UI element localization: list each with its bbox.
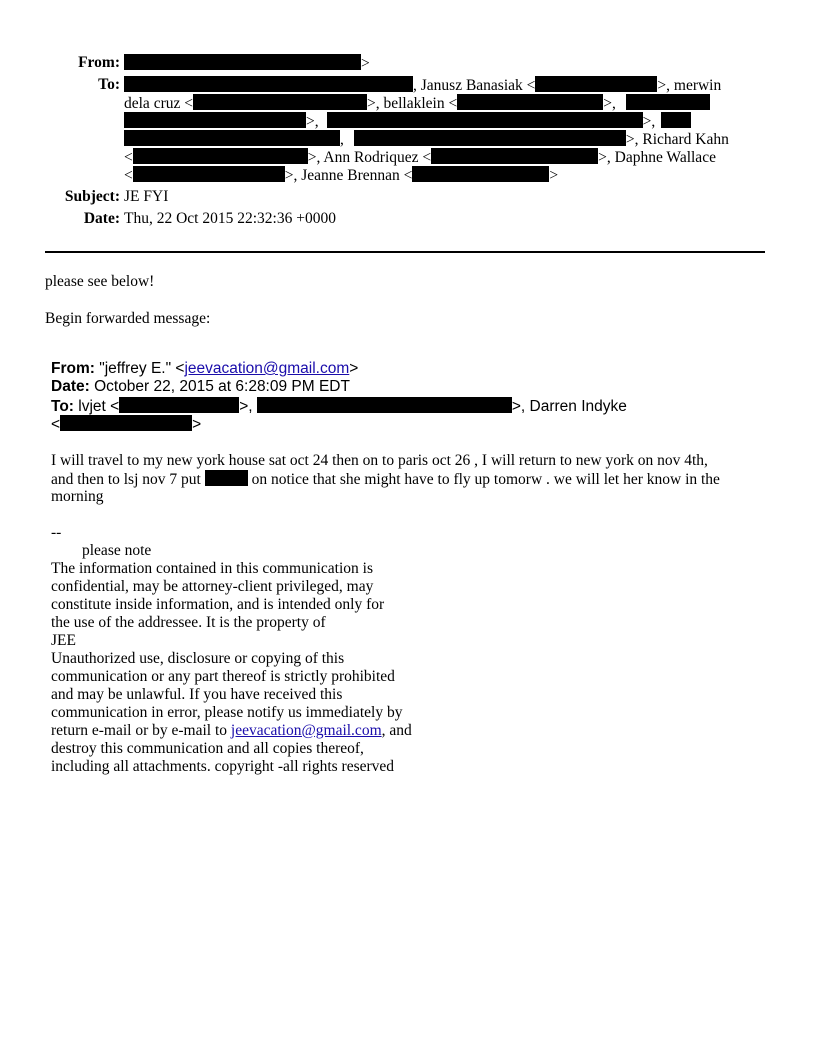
redaction-box (124, 130, 340, 146)
disclaimer-line: destroy this communication and all copies thereof, (51, 740, 364, 757)
redaction-box (535, 76, 657, 92)
disclaimer-line: and may be unlawful. If you have received this (51, 686, 343, 703)
disclaimer-line: Unauthorized use, disclosure or copying of this (51, 650, 345, 667)
header-divider (45, 251, 765, 253)
fwd-date-value: October 22, 2015 at 6:28:09 PM EDT (94, 378, 350, 395)
disclaimer-line: confidential, may be attorney-client privileged, may (51, 578, 374, 595)
redaction-box (327, 112, 643, 128)
redaction-box (124, 76, 413, 92)
forwarded-intro: Begin forwarded message: (45, 310, 211, 327)
to-line-2: dela cruz < >, bellaklein < >, (124, 94, 710, 113)
disclaimer-line: JEE (51, 632, 76, 649)
redaction-box (119, 397, 239, 413)
redaction-box (412, 166, 549, 182)
to-line-5: < >, Ann Rodriquez < >, Daphne Wallace (124, 149, 716, 166)
disclaimer-line: communication in error, please notify us immediately by (51, 704, 403, 721)
date-label: Date: (83, 210, 120, 227)
fwd-from-email-link[interactable]: jeevacation@gmail.com (184, 360, 350, 377)
redaction-box (661, 112, 691, 128)
redaction-box (354, 130, 626, 146)
disclaimer-line: including all attachments. copyright -all rights reserved (51, 758, 395, 775)
redaction-box (457, 94, 603, 110)
fwd-from-label: From: (51, 360, 95, 377)
fwd-from-line: From: "jeffrey E." <jeevacation@gmail.com> (51, 360, 359, 377)
fwd-to-line: To: lvjet < >, >, Darren Indyke (51, 398, 627, 415)
to-line-6: < >, Jeanne Brennan < > (124, 167, 559, 184)
redaction-box (193, 94, 367, 110)
disclaimer-line: The information contained in this communication is (51, 560, 373, 577)
disclaimer-line: communication or any part thereof is strictly prohibited (51, 668, 395, 685)
subject-value: JE FYI (124, 188, 169, 205)
redaction-box (124, 54, 361, 70)
redaction-box (133, 166, 285, 182)
message-line-3: morning (51, 488, 104, 505)
redaction-box (124, 112, 306, 128)
message-line-1: I will travel to my new york house sat oct 24 then on to paris oct 26 , I will return to new york on nov 4th, (51, 452, 708, 469)
disclaimer-email-line: return e-mail or by e-mail to jeevacation@gmail.com, and (51, 722, 412, 739)
to-label: To: (98, 76, 120, 93)
message-line-2: and then to lsj nov 7 put on notice that she might have to fly up tomorw . we will let her know in the (51, 471, 720, 488)
signature-note: please note (82, 542, 152, 559)
redaction-box (257, 397, 512, 413)
redaction-box (626, 94, 710, 110)
fwd-to-line-2: < > (51, 416, 202, 433)
fwd-to-label: To: (51, 398, 74, 415)
from-label: From: (78, 54, 120, 71)
to-line-1: , Janusz Banasiak < >, merwin (124, 76, 721, 95)
fwd-date-label: Date: (51, 378, 90, 395)
date-value: Thu, 22 Oct 2015 22:32:36 +0000 (124, 210, 336, 227)
redaction-box (133, 148, 308, 164)
disclaimer-line: constitute inside information, and is intended only for (51, 596, 385, 613)
fwd-date-line (51, 378, 350, 396)
to-line-4: , >, Richard Kahn (124, 130, 729, 149)
from-value: > (124, 54, 370, 73)
signature-dashes: -- (51, 524, 62, 541)
redaction-box (431, 148, 598, 164)
to-line-3: >, >, (124, 112, 691, 131)
body-intro: please see below! (45, 273, 155, 290)
subject-label: Subject: (64, 188, 120, 205)
redaction-box (60, 415, 192, 431)
disclaimer-line: the use of the addressee. It is the property of (51, 614, 326, 631)
redaction-box (205, 470, 248, 486)
disclaimer-email-link[interactable]: jeevacation@gmail.com (230, 722, 382, 739)
